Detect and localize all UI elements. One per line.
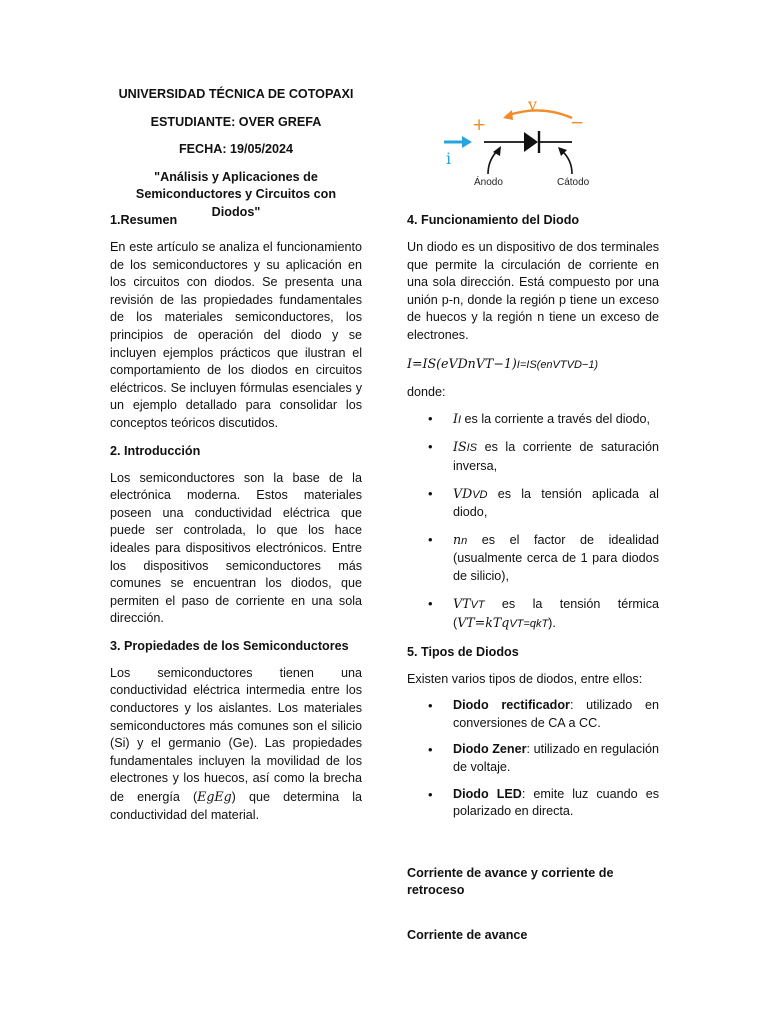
list-item: • II es la corriente a través del diodo, (407, 410, 659, 430)
intro-heading: 2. Introducción (110, 443, 201, 458)
voltage-label: v (528, 95, 538, 114)
anode-label: Ánodo (474, 177, 503, 188)
paper-title-line1: "Análisis y Aplicaciones de (154, 169, 318, 184)
list-item: • Diodo rectificador: utilizado en conversiones de CA a CC. (407, 697, 659, 732)
list-item: • Diodo Zener: utilizado en regulación de voltaje. (407, 741, 659, 776)
student-name: ESTUDIANTE: OVER GREFA (150, 114, 322, 129)
funcionamiento-text: Un diodo es un dispositivo de dos terminales que permite la circulación de corriente en una sola dirección. Está compuesto por una unión p-n, donde la región p tiene un exceso de huecos y la región n tiene un exceso de electrones. (407, 240, 659, 342)
energy-gap-symbol: EgEg (197, 789, 232, 805)
university-name: UNIVERSIDAD TÉCNICA DE COTOPAXI (118, 87, 354, 101)
list-item: • nn es el factor de idealidad (usualmente cerca de 1 para diodos de silicio), (407, 531, 659, 586)
list-item: • ISIS es la corriente de saturación inversa, (407, 438, 659, 475)
diode-symbol-icon (524, 132, 538, 152)
diode-types-list (407, 697, 659, 821)
date: FECHA: 19/05/2024 (178, 142, 294, 157)
resumen-heading: 1.Resumen (110, 213, 178, 227)
cathode-label: Cátodo (557, 177, 590, 188)
title-block (110, 86, 362, 222)
tipos-heading: 5. Tipos de Diodos (407, 644, 519, 659)
propiedades-heading: 3. Propiedades de los Semiconductores (110, 638, 349, 653)
corriente-heading: Corriente de avance y corriente de retroceso (407, 865, 614, 897)
tipos-intro: Existen varios tipos de diodos, entre ellos: (407, 671, 643, 686)
voltage-arrow-icon (506, 110, 572, 118)
list-item: • VDVD es la tensión aplicada al diodo, (407, 485, 659, 522)
corriente-avance-subheading: Corriente de avance (407, 927, 528, 942)
propiedades-text: Los semiconductores tienen una conductividad eléctrica intermedia entre los conductores y los aislantes. Los materiales semiconductores más comunes son el silicio (Si) y el germanio (Ge). Las propiedades fundamentales incluyen la movilidad de los electrones y los huecos, así como la brecha de energía (EgEg) que determina la conductividad del material. (110, 665, 362, 822)
list-item: • VTVT es la tensión térmica (VT=kTqVT=qkT). (407, 595, 659, 634)
equation-terms-list (407, 410, 659, 634)
list-item: • Diodo LED: emite luz cuando es polarizado en directa. (407, 786, 659, 821)
diode-equation: I=IS(eVDnVT−1)I=IS(enVTVD−1) (407, 355, 599, 371)
donde-label: donde: (407, 385, 446, 400)
right-column (407, 212, 659, 944)
resumen-text: En este artículo se analiza el funcionamiento de los semiconductores y su aplicación en los circuitos con diodos. Se presenta una revisión de las propiedades fundamentales de los materiales semiconductores, los principios de operación del diodo y se incluyen ejemplos prácticos que ilustran el comportamiento de los diodos en circuitos eléctricos. Se incluyen fórmulas esenciales y un ejemplo detallado para consolidar los conceptos teóricos discutidos. (110, 240, 362, 430)
plus-sign: + (472, 115, 487, 135)
paper-title-line2: Semiconductores y Circuitos con Diodos" (135, 187, 337, 219)
intro-text: Los semiconductores son la base de la electrónica moderna. Estos materiales poseen una conductividad eléctrica que puede ser controlada, lo que los hace ideales para dispositivos electrónicos. Entre los dispositivos semiconductores más comunes se encuentran los diodos, que permiten el paso de corriente en una sola dirección. (110, 470, 362, 626)
current-label: i (446, 149, 452, 168)
left-column (110, 212, 362, 824)
diode-diagram (440, 94, 600, 190)
minus-sign: − (570, 113, 585, 133)
funcionamiento-heading: 4. Funcionamiento del Diodo (407, 213, 580, 227)
